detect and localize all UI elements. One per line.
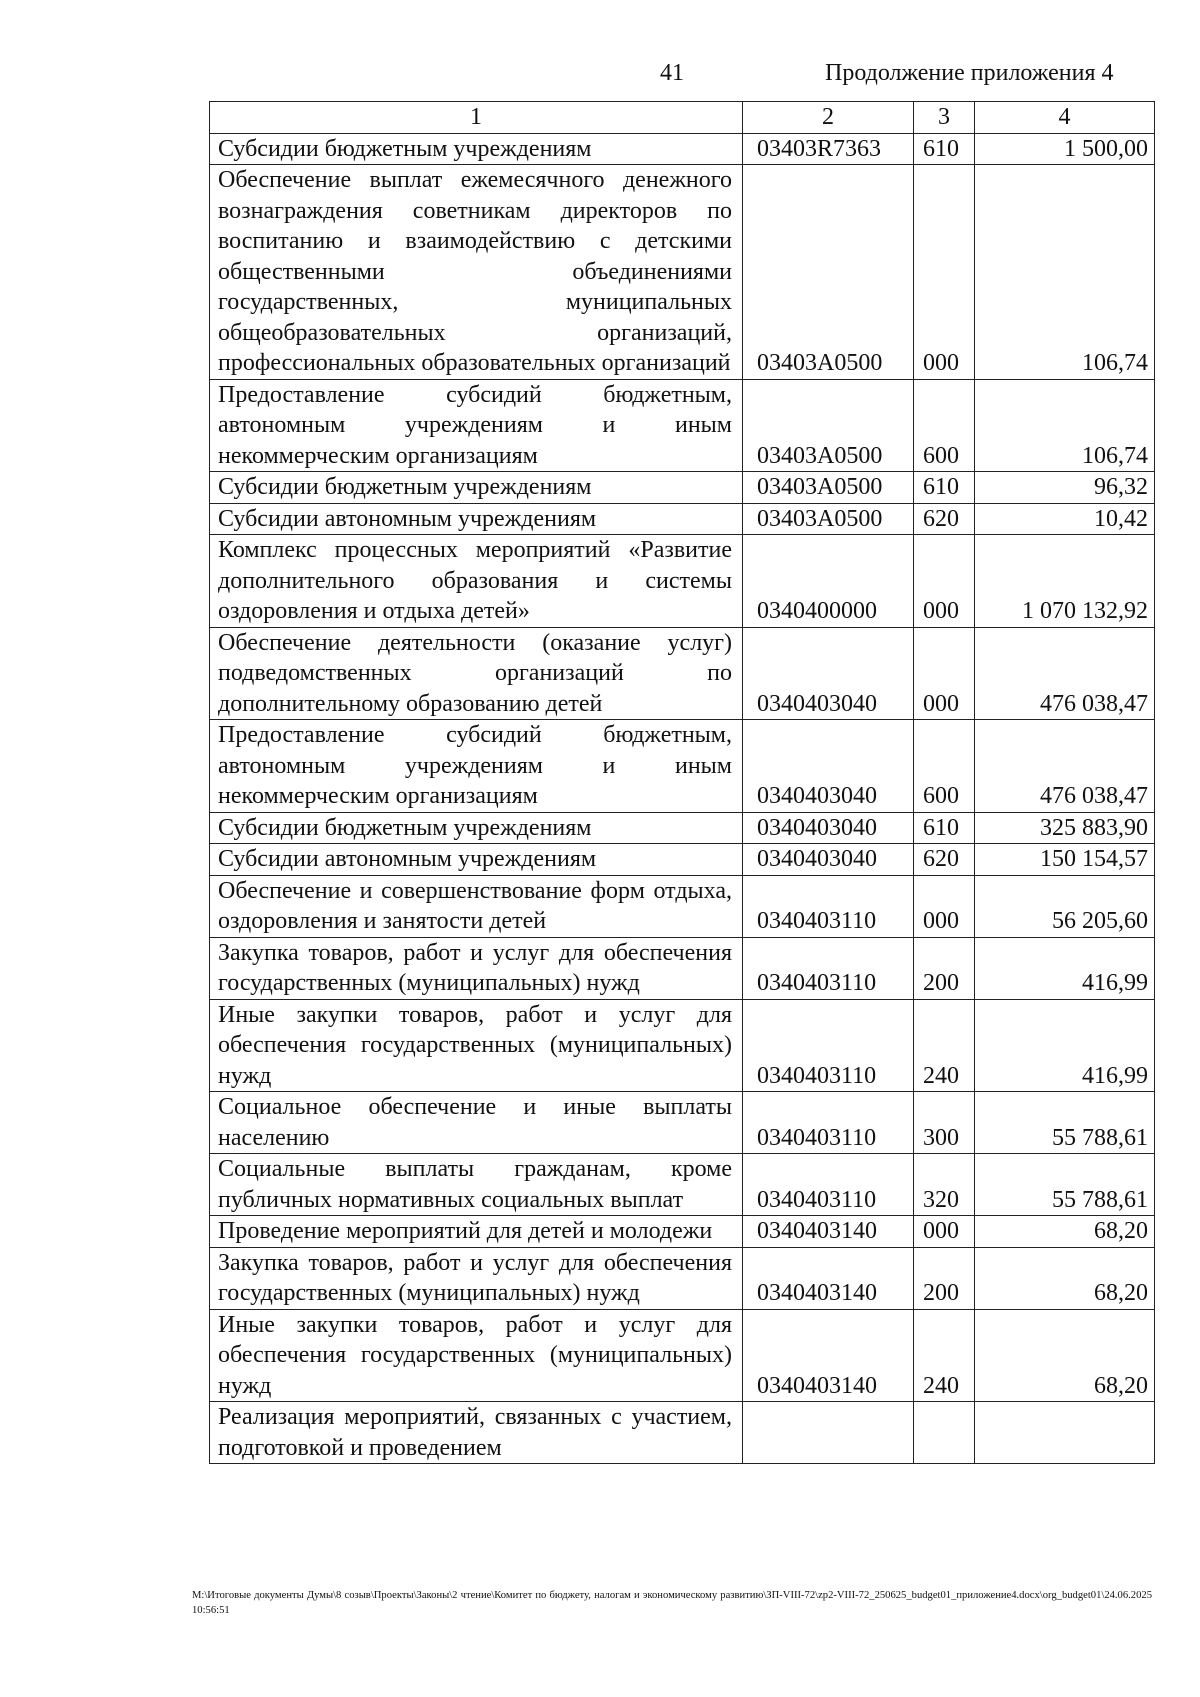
target-code: 0340403140 bbox=[743, 1216, 914, 1248]
target-code: 03403А0500 bbox=[743, 379, 914, 472]
item-name: Закупка товаров, работ и услуг для обеспечения государственных (муниципальных) нужд bbox=[210, 1247, 743, 1309]
item-name: Обеспечение деятельности (оказание услуг) подведомственных организаций по дополнительному образованию детей bbox=[210, 627, 743, 720]
table-row bbox=[210, 165, 1155, 380]
table-row bbox=[210, 535, 1155, 628]
table-row bbox=[210, 133, 1155, 165]
expense-type-code: 620 bbox=[914, 844, 975, 876]
column-header: 2 bbox=[743, 102, 914, 134]
expense-type-code: 300 bbox=[914, 1092, 975, 1154]
amount: 68,20 bbox=[975, 1247, 1155, 1309]
item-name: Предоставление субсидий бюджетным, автономным учреждениям и иным некоммерческим организациям bbox=[210, 379, 743, 472]
expense-type-code: 610 bbox=[914, 472, 975, 504]
file-path-footer: М:\Итоговые документы Думы\8 созыв\Проекты\Законы\2 чтение\Комитет по бюджету, налогам и экономическому развитию\ЗП-VIII-72\zp2-VIII-72_250625_budget01_приложение4.docx\org_budget01\24.06.2025 10:56:51 bbox=[192, 1590, 1152, 1616]
expense-type-code: 000 bbox=[914, 627, 975, 720]
table-row bbox=[210, 1309, 1155, 1402]
table-row bbox=[210, 937, 1155, 999]
table-row bbox=[210, 472, 1155, 504]
target-code: 0340403140 bbox=[743, 1247, 914, 1309]
table-row bbox=[210, 875, 1155, 937]
column-header: 1 bbox=[210, 102, 743, 134]
amount: 476 038,47 bbox=[975, 627, 1155, 720]
page-number: 41 bbox=[660, 60, 684, 86]
expense-type-code: 600 bbox=[914, 379, 975, 472]
expense-type-code: 000 bbox=[914, 165, 975, 380]
column-header: 3 bbox=[914, 102, 975, 134]
table-row bbox=[210, 999, 1155, 1092]
item-name: Иные закупки товаров, работ и услуг для обеспечения государственных (муниципальных) нужд bbox=[210, 1309, 743, 1402]
expense-type-code: 000 bbox=[914, 535, 975, 628]
table-row bbox=[210, 1247, 1155, 1309]
table-row bbox=[210, 1154, 1155, 1216]
item-name: Обеспечение и совершенствование форм отдыха, оздоровления и занятости детей bbox=[210, 875, 743, 937]
amount: 416,99 bbox=[975, 937, 1155, 999]
target-code: 0340403110 bbox=[743, 937, 914, 999]
item-name: Комплекс процессных мероприятий «Развитие дополнительного образования и системы оздоровления и отдыха детей» bbox=[210, 535, 743, 628]
table-row bbox=[210, 1216, 1155, 1248]
amount: 96,32 bbox=[975, 472, 1155, 504]
table-row bbox=[210, 844, 1155, 876]
amount: 150 154,57 bbox=[975, 844, 1155, 876]
expense-type-code: 200 bbox=[914, 937, 975, 999]
amount: 68,20 bbox=[975, 1309, 1155, 1402]
expense-type-code: 240 bbox=[914, 999, 975, 1092]
item-name: Субсидии бюджетным учреждениям bbox=[210, 472, 743, 504]
item-name: Субсидии автономным учреждениям bbox=[210, 844, 743, 876]
table-row bbox=[210, 503, 1155, 535]
expense-type-code: 200 bbox=[914, 1247, 975, 1309]
target-code: 0340403140 bbox=[743, 1309, 914, 1402]
amount: 106,74 bbox=[975, 379, 1155, 472]
expense-type-code: 000 bbox=[914, 1216, 975, 1248]
amount: 10,42 bbox=[975, 503, 1155, 535]
target-code: 03403R7363 bbox=[743, 133, 914, 165]
amount: 55 788,61 bbox=[975, 1092, 1155, 1154]
amount: 1 070 132,92 bbox=[975, 535, 1155, 628]
expense-type-code: 320 bbox=[914, 1154, 975, 1216]
table-row bbox=[210, 627, 1155, 720]
item-name: Предоставление субсидий бюджетным, автономным учреждениям и иным некоммерческим организациям bbox=[210, 720, 743, 813]
continuation-label: Продолжение приложения 4 bbox=[825, 60, 1114, 86]
item-name: Субсидии бюджетным учреждениям bbox=[210, 812, 743, 844]
table-row bbox=[210, 1092, 1155, 1154]
item-name: Реализация мероприятий, связанных с участием, подготовкой и проведением bbox=[210, 1402, 743, 1464]
item-name: Субсидии автономным учреждениям bbox=[210, 503, 743, 535]
amount: 106,74 bbox=[975, 165, 1155, 380]
amount bbox=[975, 1402, 1155, 1464]
table-row bbox=[210, 812, 1155, 844]
item-name: Проведение мероприятий для детей и молодежи bbox=[210, 1216, 743, 1248]
item-name: Закупка товаров, работ и услуг для обеспечения государственных (муниципальных) нужд bbox=[210, 937, 743, 999]
target-code: 0340403040 bbox=[743, 720, 914, 813]
expense-type-code bbox=[914, 1402, 975, 1464]
amount: 416,99 bbox=[975, 999, 1155, 1092]
target-code: 03403А0500 bbox=[743, 503, 914, 535]
expense-type-code: 240 bbox=[914, 1309, 975, 1402]
amount: 68,20 bbox=[975, 1216, 1155, 1248]
expense-type-code: 600 bbox=[914, 720, 975, 813]
item-name: Иные закупки товаров, работ и услуг для обеспечения государственных (муниципальных) нужд bbox=[210, 999, 743, 1092]
target-code: 0340403040 bbox=[743, 627, 914, 720]
target-code: 0340403110 bbox=[743, 875, 914, 937]
expense-type-code: 000 bbox=[914, 875, 975, 937]
column-header: 4 bbox=[975, 102, 1155, 134]
table-row bbox=[210, 720, 1155, 813]
expense-type-code: 610 bbox=[914, 133, 975, 165]
target-code: 0340403110 bbox=[743, 1092, 914, 1154]
table-row bbox=[210, 1402, 1155, 1464]
table-row bbox=[210, 379, 1155, 472]
amount: 325 883,90 bbox=[975, 812, 1155, 844]
target-code: 03403А0500 bbox=[743, 472, 914, 504]
target-code: 0340400000 bbox=[743, 535, 914, 628]
target-code: 0340403110 bbox=[743, 1154, 914, 1216]
target-code: 03403А0500 bbox=[743, 165, 914, 380]
amount: 56 205,60 bbox=[975, 875, 1155, 937]
expense-type-code: 620 bbox=[914, 503, 975, 535]
item-name: Обеспечение выплат ежемесячного денежного вознаграждения советникам директоров по воспитанию и взаимодействию с детскими общественными объединениями государственных, муниципальных общеобразовательных организаций, профессиональных образовательных организаций bbox=[210, 165, 743, 380]
item-name: Социальное обеспечение и иные выплаты населению bbox=[210, 1092, 743, 1154]
expense-type-code: 610 bbox=[914, 812, 975, 844]
item-name: Субсидии бюджетным учреждениям bbox=[210, 133, 743, 165]
amount: 1 500,00 bbox=[975, 133, 1155, 165]
table-header-row bbox=[210, 102, 1155, 134]
target-code: 0340403110 bbox=[743, 999, 914, 1092]
budget-table bbox=[209, 101, 1155, 1464]
amount: 55 788,61 bbox=[975, 1154, 1155, 1216]
target-code: 0340403040 bbox=[743, 812, 914, 844]
amount: 476 038,47 bbox=[975, 720, 1155, 813]
target-code: 0340403040 bbox=[743, 844, 914, 876]
item-name: Социальные выплаты гражданам, кроме публичных нормативных социальных выплат bbox=[210, 1154, 743, 1216]
target-code bbox=[743, 1402, 914, 1464]
